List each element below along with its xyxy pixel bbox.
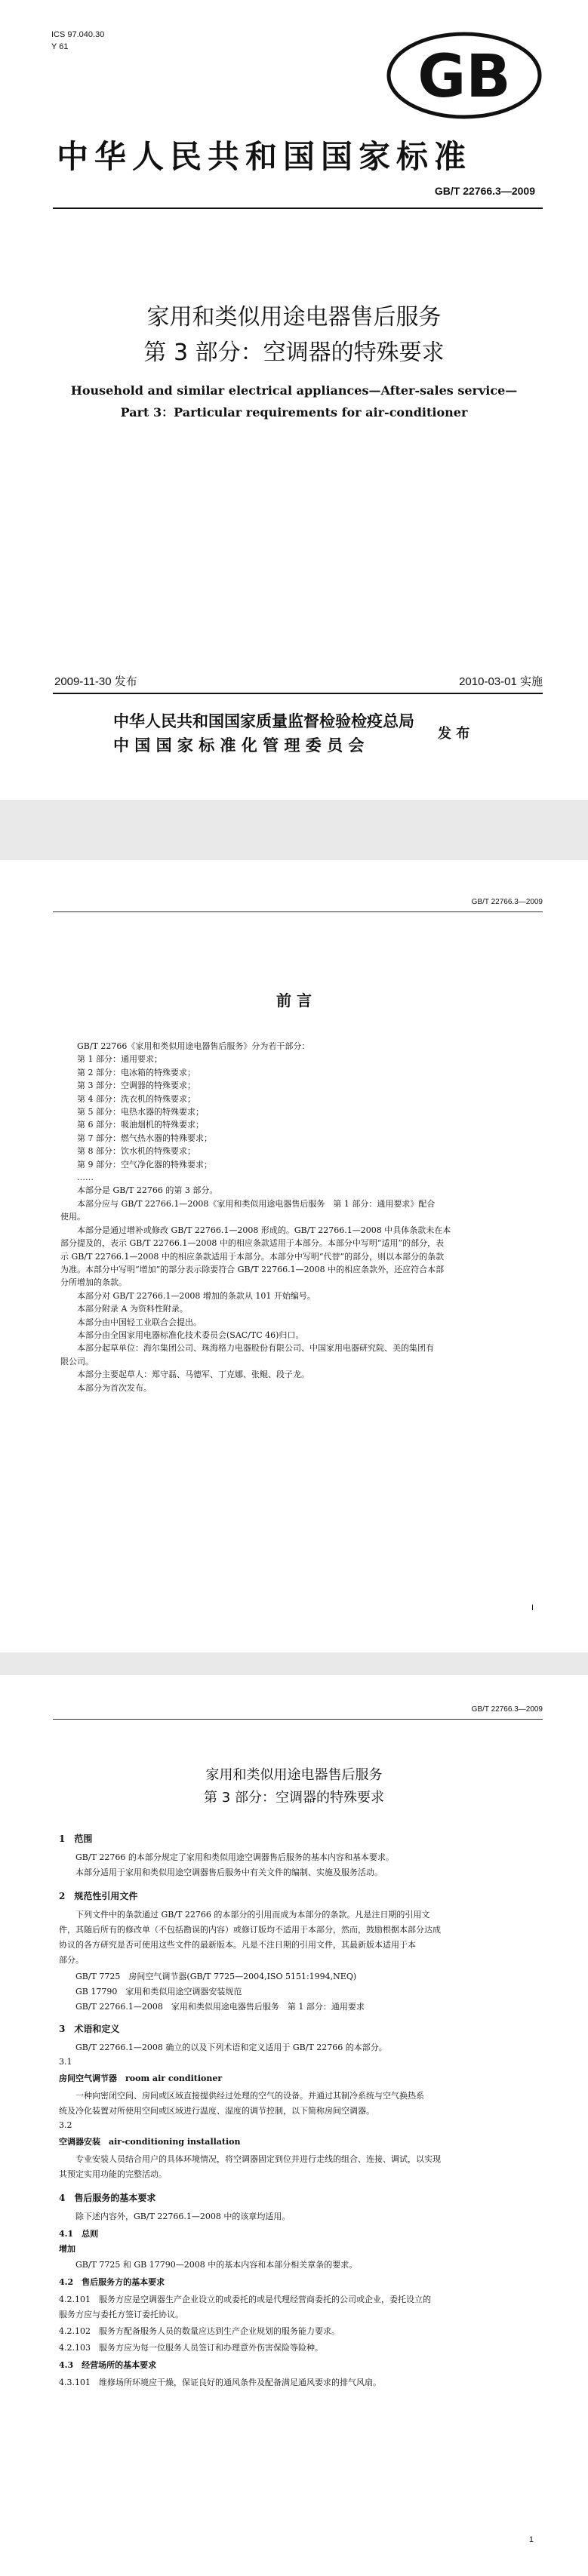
foreword-line: 本部分应与 GB/T 22766.1—2008《家用和类似用途电器售后服务 第 1 部分：通用要求》配合 [77,1198,436,1209]
clause-4-2-102: 4.2.102 服务方配备服务人员的数量应达到生产企业规划的服务能力要求。 [59,2326,340,2336]
foreword-line: 第 4 部分：洗衣机的特殊要求； [77,1093,195,1104]
standard-number: GB/T 22766.3—2009 [434,185,535,197]
foreword-line: 第 1 部分：通用要求； [77,1054,162,1065]
section-1-para: GB/T 22766 的本部分规定了家用和类似用途空调器售后服务的基本内容和基本要求。 [75,1852,394,1862]
issuer-suffix: 发 布 [438,726,470,742]
section-4-heading: 4 售后服务的基本要求 [59,2193,156,2203]
foreword-line: 第 6 部分：吸油烟机的特殊要求； [77,1120,204,1130]
section-2-para: 下列文件中的条款通过 GB/T 22766 的本部分的引用而成为本部分的条款。凡是注日期的引用文 [75,1910,430,1920]
header-rule [53,1719,543,1720]
foreword-title: 前 言 [276,991,312,1010]
clause-4-3-101: 4.3.101 维修场所环境应干燥，保证良好的通风条件及配备满足通风要求的排气风扇。 [59,2378,381,2387]
clause-4-2-heading: 4.2 售后服务方的基本要求 [59,2277,165,2287]
page-number: I [531,1603,534,1612]
page-header: GB/T 22766.3—2009 [471,1705,543,1714]
content-title-1: 家用和类似用途电器售后服务 [205,1767,383,1783]
cover-page [0,0,588,800]
section-3-para: GB/T 22766.1—2008 确立的以及下列术语和定义适用于 GB/T 22766 的本部分。 [75,2043,387,2052]
foreword-page [0,860,588,1652]
section-2-para: 协议的各方研究是否可使用这些文件的最新版本。凡是不注日期的引用文件，其最新版本适用于本 [59,1940,416,1950]
issuer-line-2: 中 国 国 家 标 准 化 管 理 委 员 会 [113,736,365,755]
clause-4-1-sub: 增加 [59,2244,75,2254]
implementation-date: 2010-03-01 实施 [459,675,543,688]
foreword-line: 示 GB/T 22766.1—2008 中的相应条款适用于本部分。本部分中写明“代替”的部分，则以本部分的条款 [60,1251,445,1262]
cover-title-en-2: Part 3：Particular requirements for air-conditioner [120,405,468,420]
ics-code: ICS 97.040.30 [51,30,105,39]
clause-3-2-para: 其预定实用功能的完整活动。 [59,2169,167,2179]
foreword-line: 部分提及的，表示 GB/T 22766.1—2008 中的相应条款适用于本部分。本部分中写明“适用”的部分，表 [60,1238,445,1249]
issue-date: 2009-11-30 发布 [54,675,137,688]
foreword-line: 第 3 部分：空调器的特殊要求； [77,1081,195,1091]
ccs-code: Y 61 [51,42,69,51]
page-number: 1 [528,2535,534,2544]
foreword-line: 分所增加的条款。 [60,1277,127,1288]
clause-4-1-para: GB/T 7725 和 GB 17790—2008 中的基本内容和本部分相关章条的要求。 [75,2260,358,2270]
foreword-line: 本部分是 GB/T 22766 的第 3 部分。 [77,1185,218,1196]
reference-item: GB/T 7725 房间空气调节器(GB/T 7725—2004,ISO 5151:1994,NEQ) [75,1972,357,1981]
page-header: GB/T 22766.3—2009 [471,898,543,906]
issuer-line-1: 中华人民共和国国家质量监督检验检疫总局 [113,712,414,730]
foreword-line: 限公司。 [60,1356,94,1366]
header-rule [53,911,543,912]
foreword-line: 本部分是通过增补或修改 GB/T 22766.1—2008 形成的。GB/T 22766.1—2008 中具体条款未在本 [77,1225,451,1235]
foreword-line: 本部分由中国轻工业联合会提出。 [77,1317,202,1327]
page-gap-2 [0,1652,588,1675]
reference-item: GB 17790 家用和类似用途空调器安装规范 [75,1987,242,1997]
foreword-line: 第 2 部分：电冰箱的特殊要求； [77,1067,195,1077]
section-1-heading: 1 范围 [59,1834,93,1844]
foreword-line: 使用。 [60,1212,85,1222]
foreword-body [60,1040,528,1394]
clause-4-1-heading: 4.1 总则 [59,2229,99,2239]
foreword-line: 第 5 部分：电热水器的特殊要求； [77,1107,204,1117]
foreword-line: 本部分主要起草人：郑守磊、马德军、丁克娜、张鲲、段子龙。 [77,1369,309,1380]
foreword-line: 第 7 部分：燃气热水器的特殊要求； [77,1133,212,1143]
clause-3-2-term: 空调器安装 air-conditioning installation [59,2137,241,2147]
section-2-heading: 2 规范性引用文件 [59,1891,138,1901]
page-gap-1 [0,800,588,860]
section-2-para: 部分。 [59,1955,84,1965]
foreword-line: 本部分由全国家用电器标准化技术委员会(SAC/TC 46)归口。 [77,1329,304,1340]
cover-bottom-rule [53,693,543,694]
cover-title-en-1: Household and similar electrical appliances—After-sales service— [70,383,518,398]
clause-3-1-para: 一种向密闭空间、房间或区域直接提供经过处理的空气的设备。并通过其制冷系统与空气换热系 [75,2091,424,2101]
gb-logo-text: GB [417,43,511,111]
clause-3-1-term: 房间空气调节器 room air conditioner [59,2073,223,2083]
clause-4-3-heading: 4.3 经营场所的基本要求 [59,2360,157,2370]
clause-3-1-para: 统及冷化装置对所使用空间或区域进行温度、湿度的调节控制，以下简称房间空调器。 [59,2106,374,2116]
standard-category-title: 中华人民共和国国家标准 [57,138,473,175]
foreword-line: 为准。本部分中写明“增加”的部分表示除要符合 GB/T 22766.1—2008 中的相应条款外，还应符合本部 [60,1264,445,1274]
section-4-para: 除下述内容外，GB/T 22766.1—2008 中的该章均适用。 [75,2212,291,2221]
foreword-line: 本部分附录 A 为资料性附录。 [77,1304,188,1314]
foreword-line: 第 8 部分：饮水机的特殊要求； [77,1146,195,1157]
content-page [0,1675,588,2576]
clause-3-2-para: 专业安装人员结合用户的具体环境情况，将空调器固定到位并进行走线的组合、连接、调试，以实现 [75,2154,441,2164]
section-1-para: 本部分适用于家用和类似用途空调器售后服务中有关文件的编制、实施及服务活动。 [75,1867,383,1877]
section-3-heading: 3 术语和定义 [59,2024,120,2034]
gb-logo [385,30,543,121]
foreword-line: 本部分对 GB/T 22766.1—2008 增加的条款从 101 开始编号。 [77,1290,316,1301]
cover-title-zh-1: 家用和类似用途电器售后服务 [146,304,442,330]
clause-3-1-number: 3.1 [59,2057,72,2067]
clause-4-2-101: 4.2.101 服务方应是空调器生产企业设立的或委托的或是代理经营商委托的公司或企业，委托设立的 [59,2295,431,2304]
foreword-line: 本部分起草单位：海尔集团公司、珠海格力电器股份有限公司、中国家用电器研究院、美的集团有 [77,1343,434,1354]
foreword-line: GB/T 22766《家用和类似用途电器售后服务》分为若干部分： [77,1041,310,1051]
foreword-line: 本部分为首次发布。 [77,1382,152,1393]
section-2-para: 件，其随后所有的修改单（不包括勘误的内容）或修订版均不适用于本部分，然而，鼓励根据本部分达成 [59,1925,441,1935]
reference-item: GB/T 22766.1—2008 家用和类似用途电器售后服务 第 1 部分：通用要求 [75,2002,365,2012]
clause-4-2-103: 4.2.103 服务方应为每一位服务人员签订和办理意外伤害保险等险种。 [59,2343,323,2353]
clause-4-2-101-cont: 服务方应与委托方签订委托协议。 [59,2310,183,2319]
clause-3-2-number: 3.2 [59,2120,72,2130]
foreword-line: 第 9 部分：空气净化器的特殊要求； [77,1159,212,1170]
cover-title-zh-2: 第 3 部分：空调器的特殊要求 [143,340,445,366]
cover-top-rule [53,207,543,209]
content-title-2: 第 3 部分：空调器的特殊要求 [204,1790,384,1806]
foreword-line: …… [77,1173,94,1183]
